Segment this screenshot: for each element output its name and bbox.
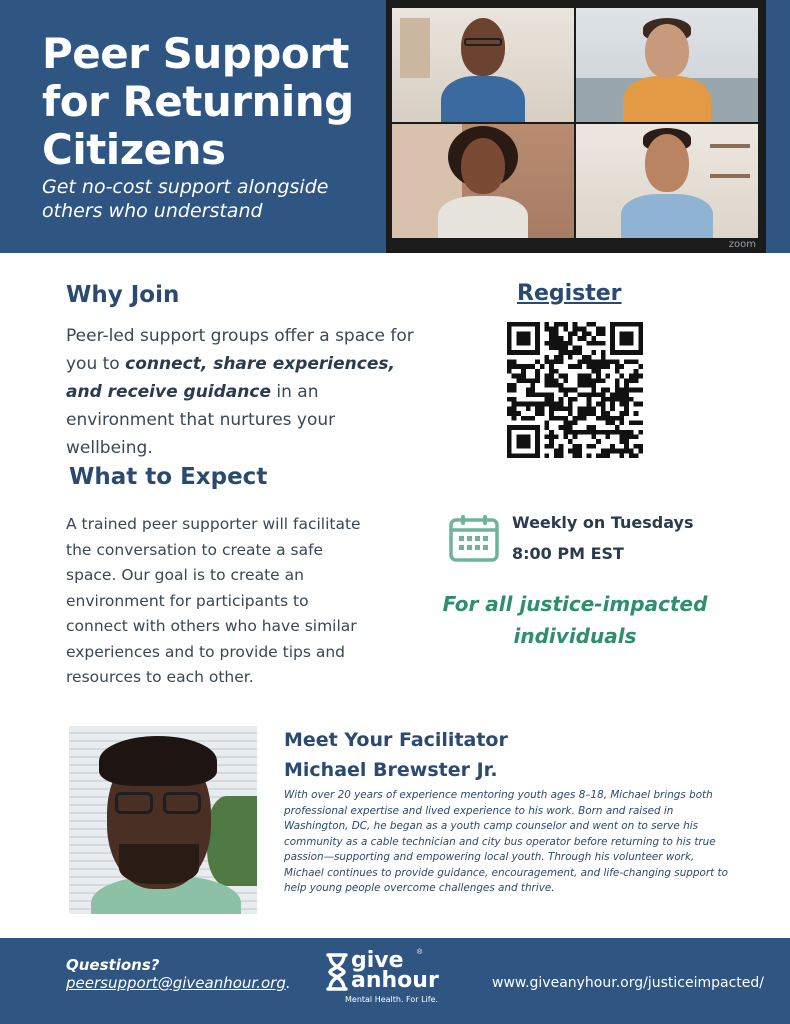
questions-label: Questions? [66,956,160,974]
register-link[interactable]: Register [517,281,622,306]
facilitator-heading [284,725,508,785]
meet-facilitator-label: Meet Your Facilitator [284,729,508,751]
schedule-day: Weekly on Tuesdays [512,513,694,532]
calendar-icon [448,513,500,563]
footer [0,938,790,1024]
participant-tile [576,8,758,122]
page-title: Peer Support for Returning Citizens [42,29,354,174]
email-suffix: . [285,974,291,992]
participant-tile [576,124,758,238]
logo-tagline: Mental Health. For Life. [345,995,439,1004]
participant-tile [392,8,574,122]
header-banner [0,0,790,253]
facilitator-photo [69,726,257,914]
hourglass-icon [325,953,349,991]
what-to-expect-text: A trained peer supporter will facilitate the conversation to create a safe space. Our goal is to create an environment for participants to connect with others who have similar experiences and to provide tips and resources to each other. [66,515,361,686]
what-to-expect-heading: What to Expect [69,464,268,490]
logo-word-give: give [351,948,404,973]
zoom-watermark: zoom [728,239,756,250]
why-join-emphasis: connect, share experiences, and receive guidance [66,354,395,402]
schedule-info [448,511,748,571]
audience-statement: For all justice-impacted individuals [442,592,708,648]
registered-mark: ® [417,949,423,956]
facilitator-bio: With over 20 years of experience mentoring youth ages 8–18, Michael brings both professional expertise and lived experience to his work. Born and raised in Washington, DC, he began as a youth camp counselor and went on to serve his community as a cable technician and city bus operator before returning to his true passion—supporting and empowering local youth. Through his volunteer work, Michael continues to provide guidance, encouragement, and life-changing support to help young people overcome challenges and thrive. [284,789,728,894]
email-link[interactable]: peersupport@giveanhour.org [66,974,286,992]
qr-code[interactable] [507,322,643,458]
why-join-text-start: Peer-led support groups offer a space for you to [66,326,414,374]
why-join-text-end: in an environment that nurtures your wellbeing. [66,382,336,458]
give-an-hour-logo [325,948,450,1013]
website-link[interactable]: www.giveanyhour.org/justiceimpacted/ [492,975,764,991]
why-join-heading: Why Join [66,282,180,308]
logo-word-anhour: anhour [351,968,439,993]
video-call-image [386,0,766,253]
schedule-time: 8:00 PM EST [512,544,624,563]
participant-tile [392,124,574,238]
page-subtitle: Get no-cost support alongside others who understand [42,176,329,222]
contact-email [66,974,291,992]
why-join-text [66,322,426,462]
facilitator-name: Michael Brewster Jr. [284,759,498,781]
